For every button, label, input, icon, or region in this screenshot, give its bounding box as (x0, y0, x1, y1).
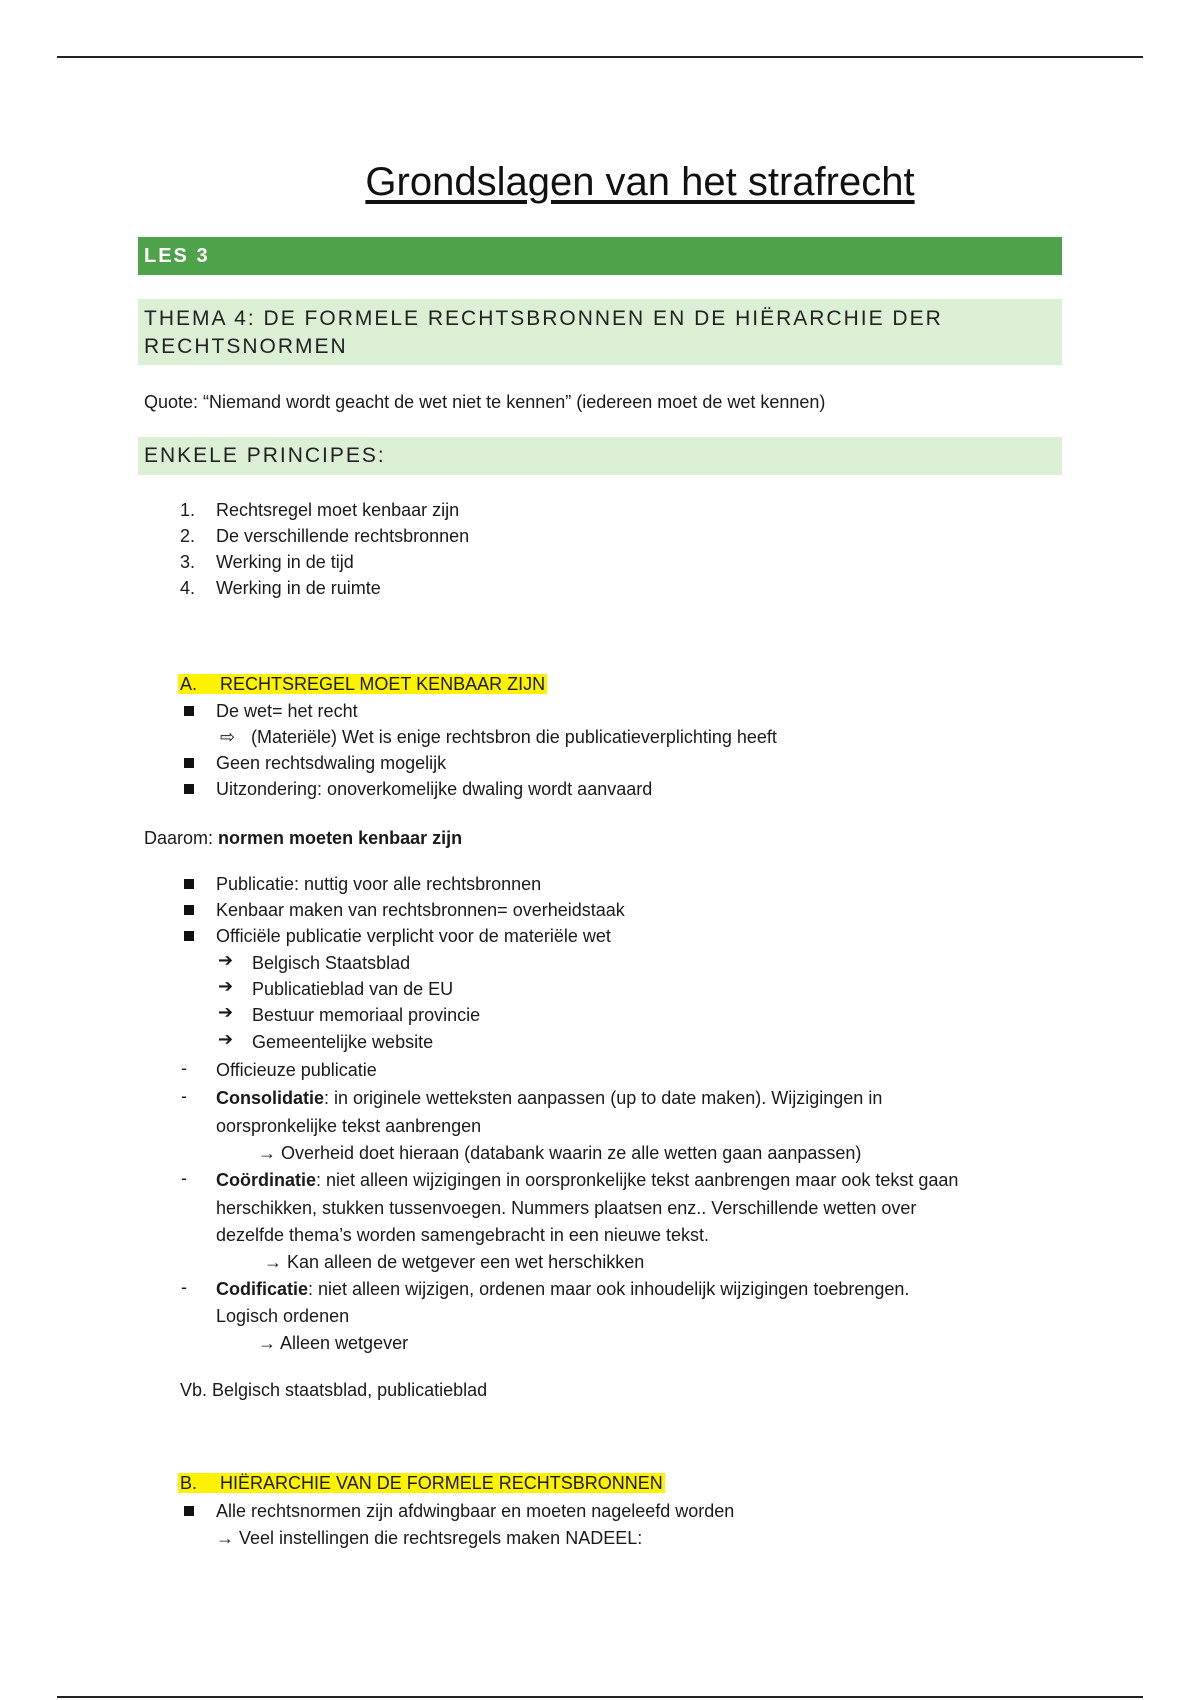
principe-num-4: 4. (180, 578, 196, 598)
principe-item-3: Werking in de tijd (216, 552, 354, 572)
bottom-rule (57, 1696, 1143, 1698)
codificatie-line-2: Logisch ordenen (216, 1306, 350, 1326)
daarom-line (144, 825, 462, 851)
codificatie-text-1: : niet alleen wijzigen, ordenen maar ook inhoudelijk wijzigingen toebrengen. (308, 1279, 910, 1299)
section-a-sub-1: (Materiële) Wet is enige rechtsbron die publicatieverplichting heeft (251, 727, 777, 747)
arrow-item-1: Belgisch Staatsblad (252, 953, 411, 973)
consolidatie-text-1: : in originele wetteksten aanpassen (up to date maken). Wijzigingen in (324, 1088, 883, 1108)
arrow-item-2: Publicatieblad van de EU (252, 979, 454, 999)
principes-header: ENKELE PRINCIPES: (144, 444, 386, 467)
thema-line-2: RECHTSNORMEN (144, 335, 348, 358)
bullet-square (184, 905, 194, 915)
dash-marker: - (181, 1086, 187, 1106)
coordinatie-line-3: dezelfde thema’s worden samengebracht in een nieuwe tekst. (216, 1225, 709, 1245)
coordinatie-term: Coördinatie (216, 1170, 317, 1190)
bullet-square (184, 706, 194, 716)
publicatie-bullet-2: Kenbaar maken van rechtsbronnen= overheidstaak (216, 900, 625, 920)
arrow-icon: ➔ (218, 976, 234, 996)
section-b-note: → Veel instellingen die rechtsregels maken NADEEL: (216, 1528, 643, 1548)
vb-text: Vb. Belgisch staatsblad, publicatieblad (180, 1380, 488, 1400)
consolidatie-line-1 (216, 1085, 882, 1111)
coordinatie-line-1 (216, 1167, 958, 1193)
principe-item-2: De verschillende rechtsbronnen (216, 526, 470, 546)
coordinatie-line-2: herschikken, stukken tussenvoegen. Nummers plaatsen enz.. Verschillende wetten over (216, 1198, 917, 1218)
section-a-heading (178, 671, 547, 697)
arrow-icon: ➔ (218, 950, 234, 970)
principe-num-1: 1. (180, 500, 196, 520)
top-rule (57, 56, 1143, 58)
bullet-square (184, 879, 194, 889)
principe-item-4: Werking in de ruimte (216, 578, 381, 598)
section-a-bullet-3: Uitzondering: onoverkomelijke dwaling wordt aanvaard (216, 779, 653, 799)
consolidatie-note: → Overheid doet hieraan (databank waarin ze alle wetten gaan aanpassen) (258, 1143, 862, 1163)
daarom-bold: normen moeten kenbaar zijn (218, 828, 463, 848)
daarom-prefix: Daarom: (144, 828, 214, 848)
dash-marker: - (181, 1168, 187, 1188)
section-b-letter: B. (180, 1473, 198, 1493)
consolidatie-line-2: oorspronkelijke tekst aanbrengen (216, 1116, 482, 1136)
bullet-square (184, 1506, 194, 1516)
bullet-square (184, 784, 194, 794)
principe-num-3: 3. (180, 552, 196, 572)
section-b-heading (178, 1470, 665, 1496)
principes-band (138, 437, 1062, 475)
section-a-letter: A. (180, 674, 198, 694)
section-a-bullet-2: Geen rechtsdwaling mogelijk (216, 753, 447, 773)
les-band: LES 3 (138, 237, 1062, 275)
open-arrow-icon: ⇨ (220, 727, 236, 747)
section-b-bullet-1: Alle rechtsnormen zijn afdwingbaar en moeten nageleefd worden (216, 1501, 735, 1521)
arrow-icon: ➔ (218, 1029, 234, 1049)
section-b-title: HIËRARCHIE VAN DE FORMELE RECHTSBRONNEN (220, 1473, 663, 1493)
publicatie-bullet-1: Publicatie: nuttig voor alle rechtsbronnen (216, 874, 542, 894)
bullet-square (184, 931, 194, 941)
dash-marker: - (181, 1277, 187, 1297)
coordinatie-note: → Kan alleen de wetgever een wet herschikken (264, 1252, 645, 1272)
consolidatie-term: Consolidatie (216, 1088, 325, 1108)
section-a-title: RECHTSREGEL MOET KENBAAR ZIJN (220, 674, 546, 694)
dash-marker: - (181, 1058, 187, 1078)
arrow-item-3: Bestuur memoriaal provincie (252, 1005, 481, 1025)
principe-item-1: Rechtsregel moet kenbaar zijn (216, 500, 460, 520)
section-a-bullet-1: De wet= het recht (216, 701, 358, 721)
officieuze-text: Officieuze publicatie (216, 1060, 377, 1080)
thema-band (138, 299, 1062, 365)
codificatie-note: → Alleen wetgever (258, 1333, 409, 1353)
thema-line-1: THEMA 4: DE FORMELE RECHTSBRONNEN EN DE HIËRARCHIE DER (144, 307, 943, 330)
codificatie-line-1 (216, 1276, 909, 1302)
document-title: Grondslagen van het strafrecht (365, 160, 915, 204)
codificatie-term: Codificatie (216, 1279, 309, 1299)
coordinatie-text-1: : niet alleen wijzigingen in oorspronkelijke tekst aanbrengen maar ook tekst gaan (316, 1170, 959, 1190)
bullet-square (184, 758, 194, 768)
arrow-item-4: Gemeentelijke website (252, 1032, 434, 1052)
principe-num-2: 2. (180, 526, 196, 546)
quote-text: Quote: “Niemand wordt geacht de wet niet te kennen” (iedereen moet de wet kennen) (144, 392, 826, 412)
arrow-icon: ➔ (218, 1002, 234, 1022)
publicatie-bullet-3: Officiële publicatie verplicht voor de materiële wet (216, 926, 611, 946)
